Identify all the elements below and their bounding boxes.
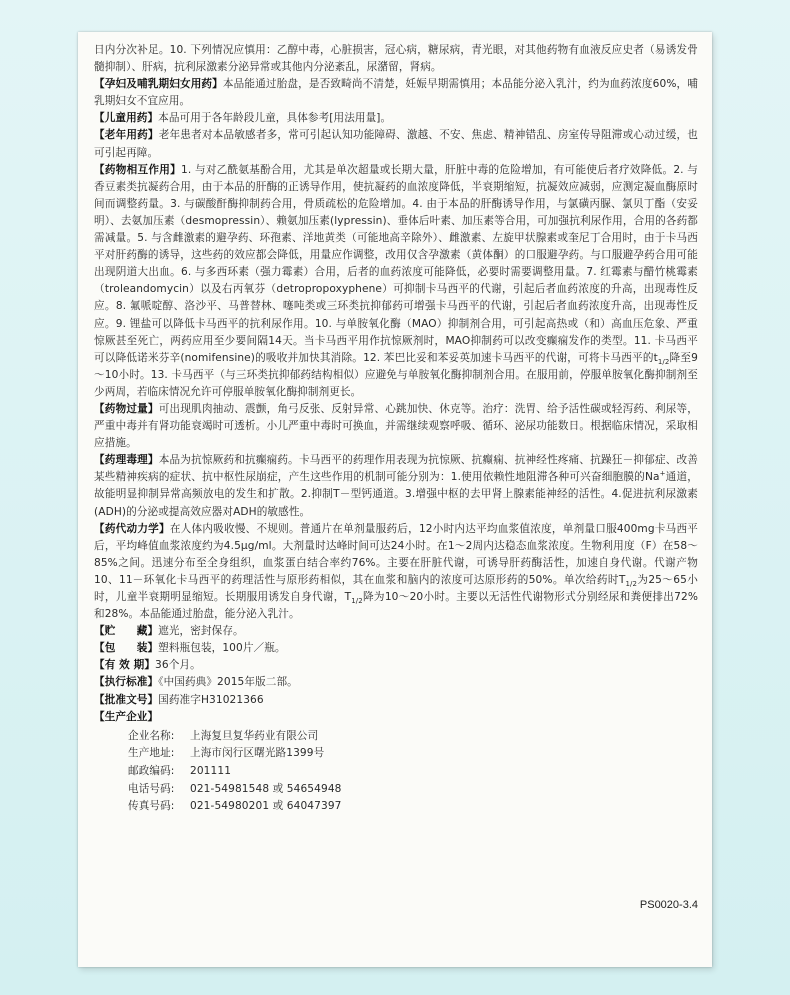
info-value: 201111 — [190, 764, 232, 777]
section-heading: 【药物过量】 — [94, 402, 159, 415]
section-heading: 【批准文号】 — [94, 693, 159, 706]
manufacturer-section — [94, 709, 698, 726]
storage-section — [94, 623, 698, 640]
info-value: 上海复旦复华药业有限公司 — [190, 729, 319, 742]
section-heading: 【有 效 期】 — [94, 659, 156, 672]
info-key: 生产地址: — [128, 747, 175, 760]
section-text: 老年患者对本品敏感者多，常可引起认知功能障碍、激越、不安、焦虑、精神错乱、房室传导阻滞或心动过缓，也可引起再障。 — [94, 129, 698, 159]
section-heading: 【药理毒理】 — [94, 454, 159, 467]
document-code: PS0020-3.4 — [639, 899, 698, 911]
section-text: 遮光，密封保存。 — [158, 625, 244, 638]
section-text: 本品能通过胎盘，是否致畸尚不清楚，妊娠早期需慎用；本品能分泌入乳汁，约为血药浓度60%，哺乳期妇女不宜应用。 — [94, 78, 698, 108]
approval-section — [94, 692, 698, 709]
section-text: 1. 与对乙酰氨基酚合用，尤其是单次超量或长期大量，肝脏中毒的危险增加，有可能使后者疗效降低。2. 与香豆素类抗凝药合用，由于本品的肝酶的正诱导作用，使抗凝药的血浓度降低，半衰期缩短，抗凝效应减弱，应测定凝血酶原时间而调整药量。3. 与碳酸酐酶抑制药合用，骨质疏松的危险增加。4. 由于本品的肝酶诱导作用，与氯磺丙脲、氯贝丁酯（安妥明）、去氨加压素（desmopressin）、赖氨加压素(lypressin)、垂体后叶素、加压素等合用，可加强抗利尿作用，合用的各药都需减量。5. 与含雌激素的避孕药、环孢素、洋地黄类（可能地高辛除外）、雌激素、左旋甲状腺素或奎尼丁合用时，由于卡马西平对肝药酶的诱导，这些药的效应都会降低，用量应作调整，改用仅含孕激素（黄体酮）的口服避孕药。与口服避孕药合用可能出现阴道大出血。6. 与多西环素（强力霉素）合用，后者的血药浓度可能降低，必要时需要调整用量。7. 红霉素与醋竹桃霉素（troleandomycin）以及右丙氧芬（detropropoxyphene）可抑制卡马西平的代谢，引起后者血药浓度的升高，出现毒性反应。8. 氟哌啶醇、洛沙平、马普替林、噻吨类或三环类抗抑郁药可增强卡马西平的代谢，引起后者血药浓度升高，出现毒性反应。9. 锂盐可以降低卡马西平的抗利尿作用。10. 与单胺氧化酶（MAO）抑制剂合用，可引起高热或（和）高血压危象、严重惊厥甚至死亡，两药应用至少要间隔14天。当卡马西平用作抗惊厥剂时，MAO抑制药可以改变癫痫发作的类型。11. 卡马西平可以降低诺米芬辛(nomifensine)的吸收并加快其消除。12. 苯巴比妥和苯妥英加速卡马西平的代谢，可将卡马西平的t — [94, 163, 698, 364]
section-heading: 【儿童用药】 — [94, 112, 159, 125]
section-heading: 【药代动力学】 — [94, 522, 170, 535]
info-value: 021-54981548 或 54654948 — [190, 782, 342, 795]
overdose-section — [94, 401, 698, 452]
section-text: 本品为抗惊厥药和抗癫痫药。卡马西平的药理作用表现为抗惊厥、抗癫痫、抗神经性疼痛、抗躁狂－抑郁症、改善某些精神疾病的症状、抗中枢性尿崩症，产生这些作用的机制可能分别为：1.使用依赖性地阻滞各种可兴奋细胞膜的Na — [94, 454, 698, 484]
info-key: 传真号码: — [128, 800, 175, 813]
section-text: 本品可用于各年龄段儿童，具体参考[用法用量]。 — [158, 112, 392, 125]
company-info — [94, 728, 698, 816]
company-address-row — [128, 745, 698, 763]
info-key: 电话号码: — [128, 782, 175, 795]
section-text: 降为10～20小时。主要以无活性代谢物形式分别经尿和粪便排出72%和28%。本品能通过胎盘，能分泌入乳汁。 — [94, 591, 698, 621]
section-text: 36个月。 — [155, 659, 201, 672]
superscript: + — [659, 469, 666, 478]
info-key: 企业名称: — [128, 729, 175, 742]
leaflet-page — [78, 32, 712, 967]
section-heading: 【生产企业】 — [94, 710, 159, 723]
section-heading: 【贮 藏】 — [94, 625, 159, 638]
section-text: 国药准字H31021366 — [158, 693, 264, 706]
info-key: 邮政编码: — [128, 764, 175, 777]
pregnancy-section — [94, 76, 698, 110]
section-heading: 【老年用药】 — [94, 129, 159, 142]
company-postcode-row — [128, 763, 698, 781]
section-text: 塑料瓶包装，100片／瓶。 — [158, 642, 286, 655]
interactions-section — [94, 162, 698, 401]
subscript: 1/2 — [657, 357, 670, 366]
section-heading: 【孕妇及哺乳期妇女用药】 — [94, 78, 223, 91]
info-value: 上海市闵行区曙光路1399号 — [190, 747, 325, 760]
section-text: 为25～65小时，儿童半衰期明显缩短。长期服用诱发自身代谢，T — [94, 573, 698, 603]
elderly-section — [94, 127, 698, 161]
section-text: 在人体内吸收慢、不规则。普通片在单剂量服药后，12小时内达平均血浆值浓度，单剂量口服400mg卡马西平后，平均峰值血浆浓度约为4.5μg/ml。大剂量时达峰时间可达24小时。在1～2周内达稳态血浆浓度。生物利用度（F）在58～85%之间。迅速分布至全身组织，血浆蛋白结合率约76%。主要在肝脏代谢，可诱导肝药酶活性，加速自身代谢。代谢产物10、11－环氧化卡马西平的药理活性与原形药相似，其在血浆和脑内的浓度可达原形药的50%。单次给药时T — [94, 522, 698, 586]
company-name-row — [128, 728, 698, 746]
section-text: 《中国药典》2015年版二部。 — [158, 676, 298, 689]
subscript: 1/2 — [625, 580, 638, 589]
pharmacokinetics-section — [94, 521, 698, 624]
company-fax-row — [128, 798, 698, 816]
section-text: 通道，故能明显抑制异常高频放电的发生和扩散。2.抑制T－型钙通道。3.增强中枢的去甲肾上腺素能神经的活性。4.促进抗利尿激素(ADH)的分泌或提高效应器对ADH的敏感性。 — [94, 471, 698, 518]
validity-section — [94, 657, 698, 674]
children-section — [94, 110, 698, 127]
standard-section — [94, 674, 698, 691]
leaflet-content — [94, 42, 698, 816]
section-heading: 【药物相互作用】 — [94, 163, 181, 176]
company-phone-row — [128, 781, 698, 799]
section-text: 可出现肌肉抽动、震颤，角弓反张、反射异常、心跳加快、休克等。治疗：洗胃、给予活性碳或轻泻药、利尿等，严重中毒并有肾功能衰竭时可透析。小儿严重中毒时可换血，并需继续观察呼吸、循环、泌尿功能数日。根据临床情况，采取相应措施。 — [94, 402, 698, 450]
section-heading: 【执行标准】 — [94, 676, 159, 689]
info-value: 021-54980201 或 64047397 — [190, 800, 342, 813]
toxicology-section — [94, 452, 698, 520]
section-text: 降至9～10小时。13. 卡马西平（与三环类抗抑郁药结构相似）应避免与单胺氧化酶抑制剂合用。在服用前，停服单胺氧化酶抑制剂至少两周，若临床情况允许可停服单胺氧化酶抑制剂更长。 — [94, 351, 698, 398]
continuation-paragraph: 日内分次补足。10. 下列情况应慎用：乙醇中毒，心脏损害，冠心病，糖尿病，青光眼，对其他药物有血液反应史者（易诱发骨髓抑制）、肝病，抗利尿激素分泌异常或其他内分泌紊乱，尿潴留，肾病。 — [94, 44, 698, 74]
package-section — [94, 640, 698, 657]
section-heading: 【包 装】 — [94, 642, 159, 655]
subscript: 1/2 — [351, 597, 363, 606]
